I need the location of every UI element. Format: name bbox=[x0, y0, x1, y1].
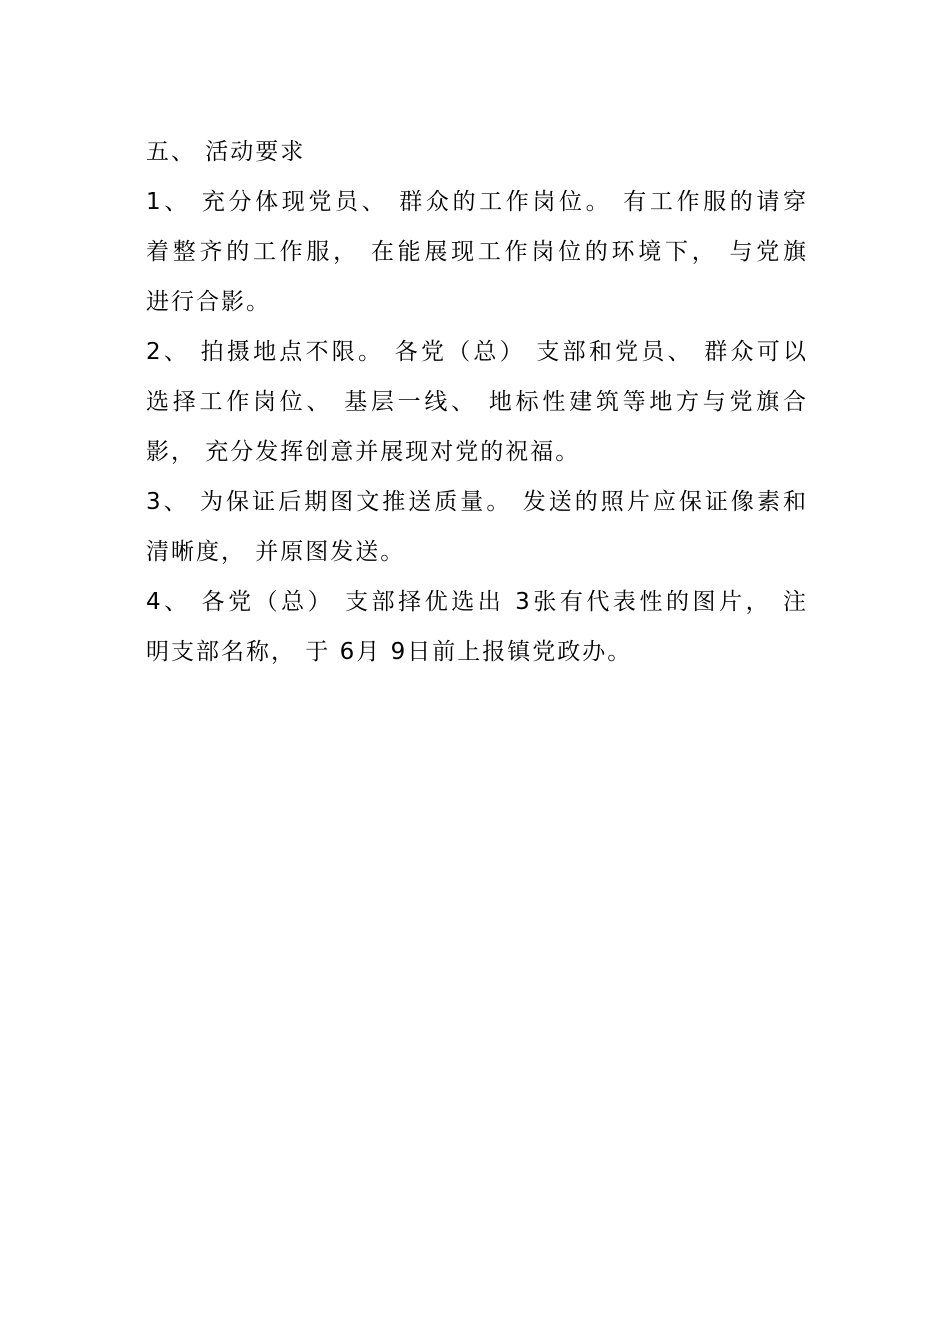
text-line: 影， 充分发挥创意并展现对党的祝福。 bbox=[146, 439, 581, 465]
document-body bbox=[146, 127, 806, 677]
text-line: 3、 为保证后期图文推送质量。 发送的照片应保证像素和 bbox=[146, 489, 806, 515]
requirement-item-1 bbox=[146, 177, 806, 327]
text-line: 着整齐的工作服， 在能展现工作岗位的环境下， 与党旗 bbox=[146, 239, 806, 265]
requirement-item-2 bbox=[146, 327, 806, 477]
section-heading: 五、 活动要求 bbox=[146, 139, 306, 165]
text-line: 进行合影。 bbox=[146, 289, 271, 315]
text-line: 清晰度， 并原图发送。 bbox=[146, 539, 406, 565]
requirement-item-4 bbox=[146, 577, 806, 677]
text-line: 2、 拍摄地点不限。 各党（总） 支部和党员、 群众可以 bbox=[146, 339, 806, 365]
text-line: 明支部名称， 于 6月 9日前上报镇党政办。 bbox=[146, 639, 633, 665]
text-line: 1、 充分体现党员、 群众的工作岗位。 有工作服的请穿 bbox=[146, 189, 806, 215]
text-line: 4、 各党（总） 支部择优选出 3张有代表性的图片， 注 bbox=[146, 589, 806, 615]
text-line: 选择工作岗位、 基层一线、 地标性建筑等地方与党旗合 bbox=[146, 389, 806, 415]
requirement-item-3 bbox=[146, 477, 806, 577]
